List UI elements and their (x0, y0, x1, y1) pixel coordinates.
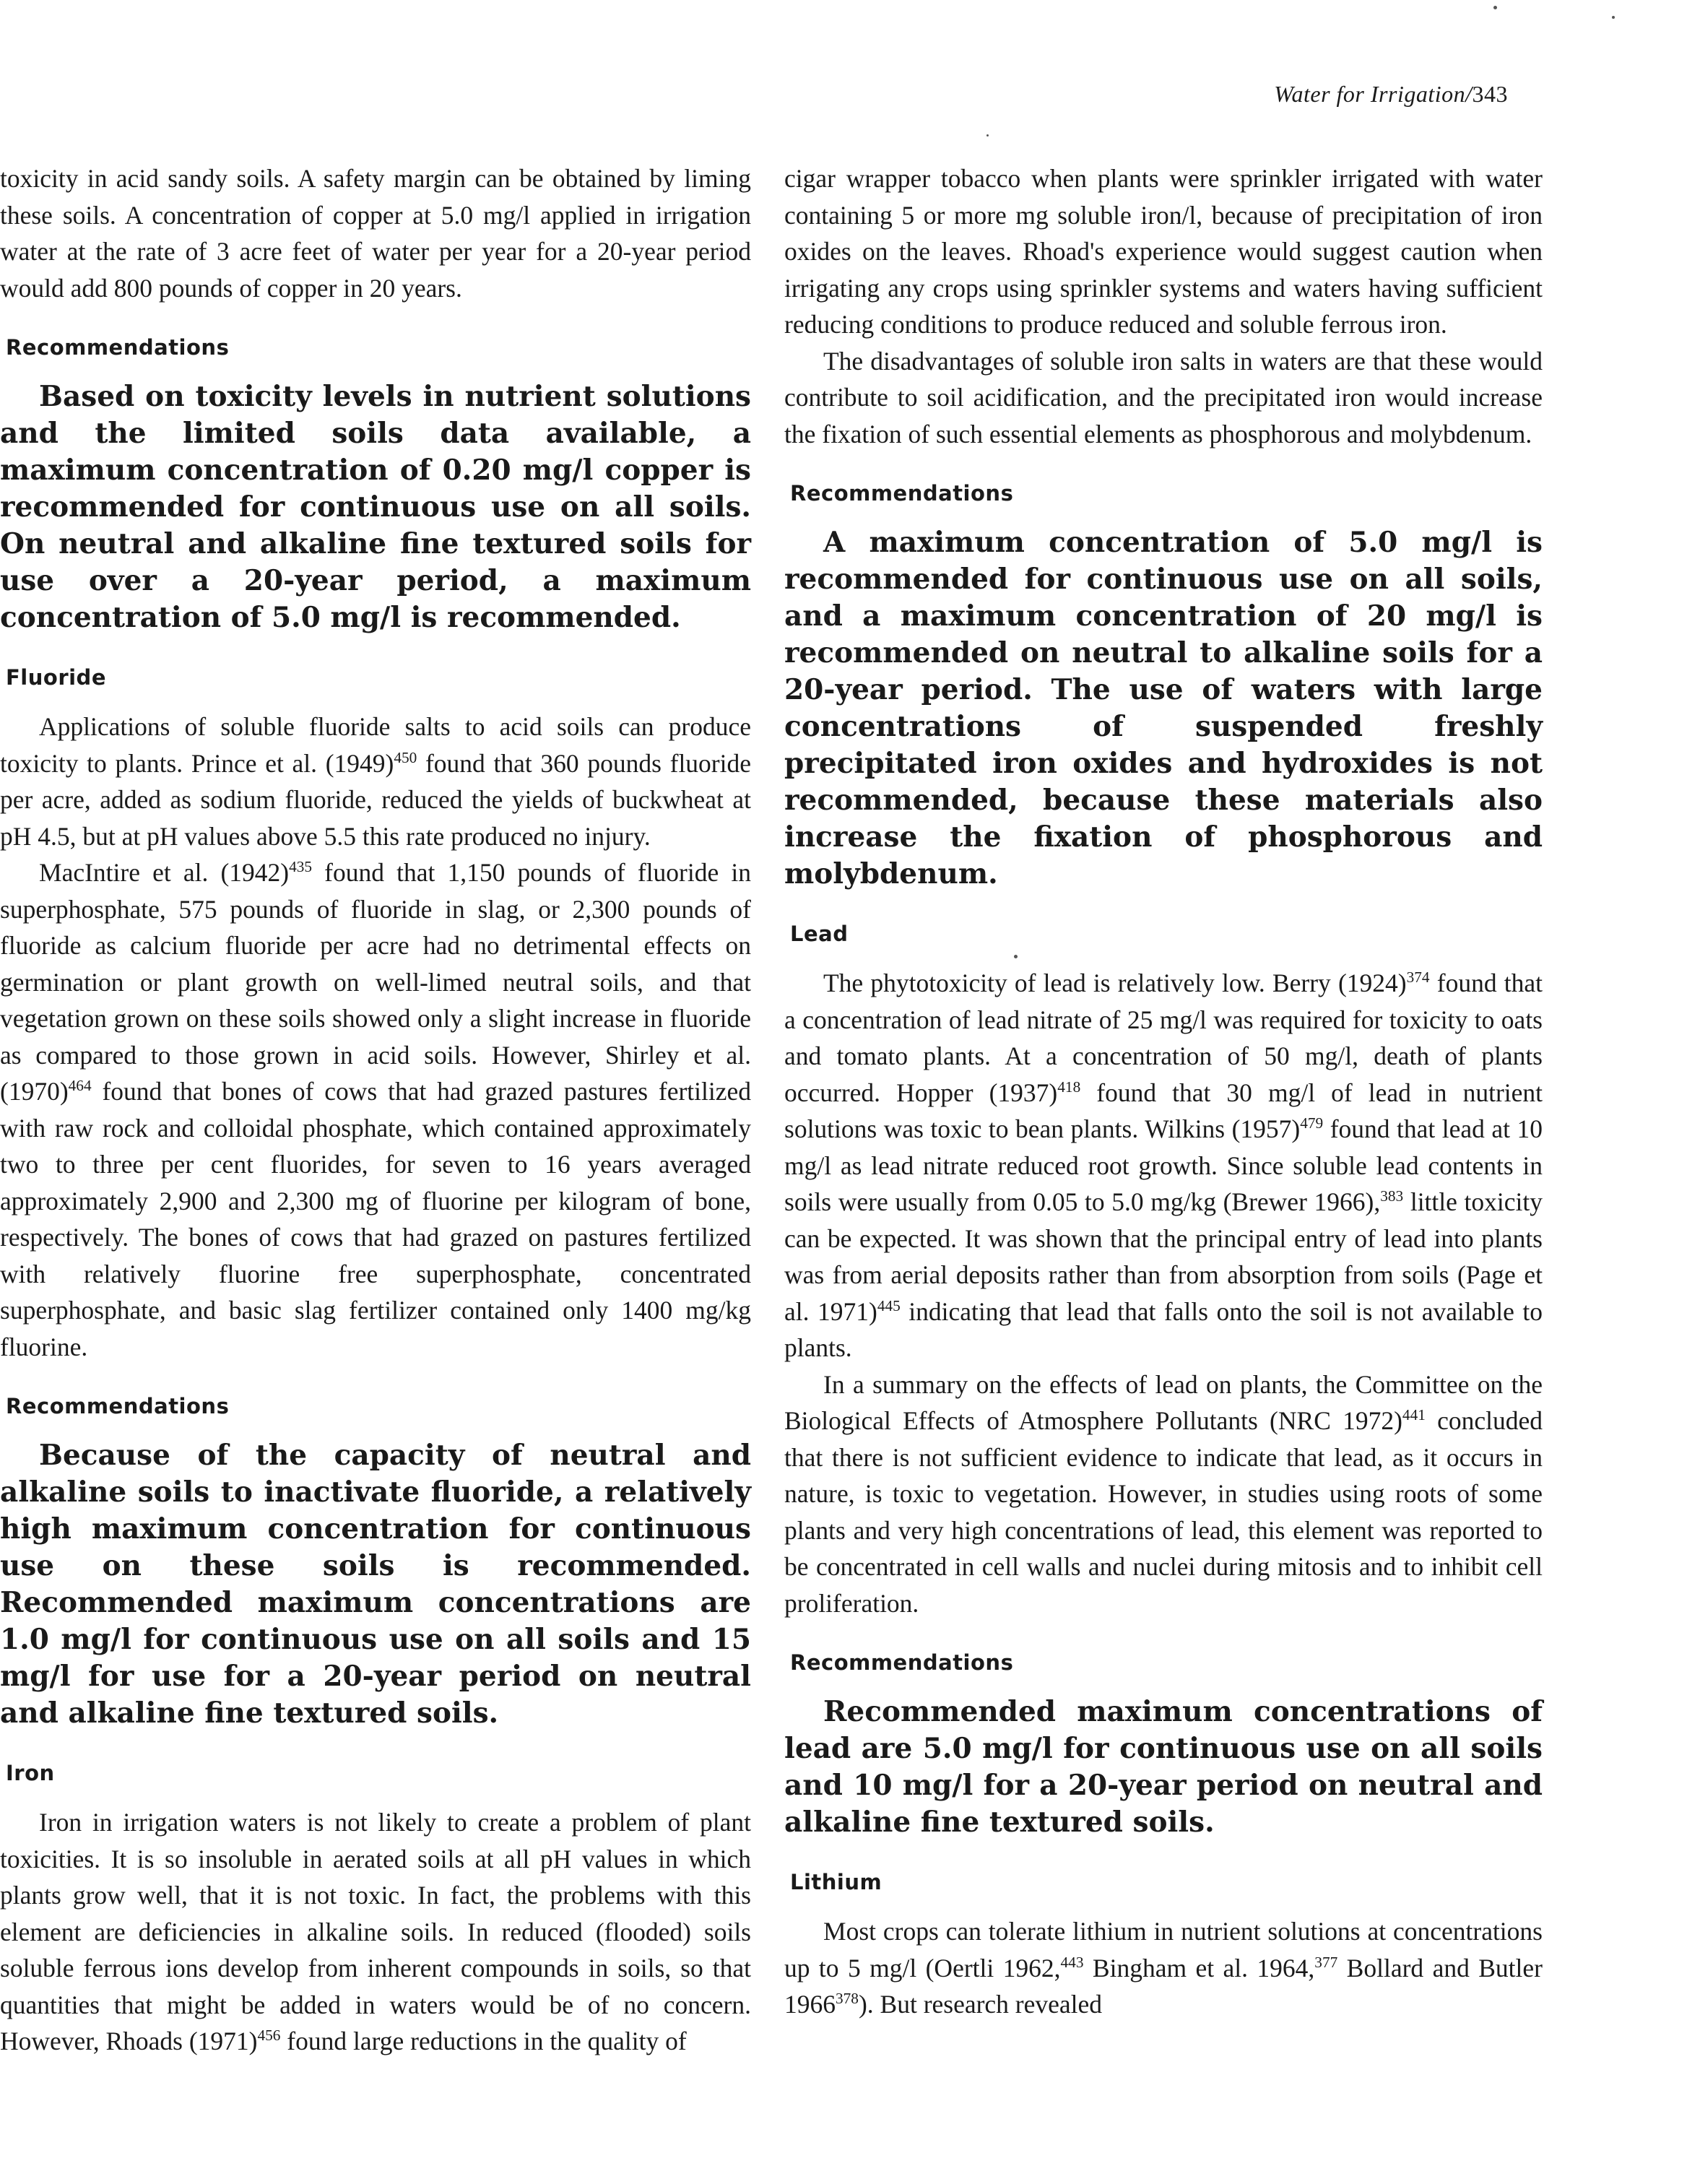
text-run: indicating that lead that falls onto the soil is not available to plants. (784, 1296, 1543, 1362)
citation-ref: 464 (68, 1077, 92, 1095)
citation-ref: 374 (1406, 968, 1430, 987)
citation-ref: 445 (877, 1296, 901, 1314)
citation-ref: 383 (1380, 1187, 1404, 1205)
iron-paragraph-1 (0, 1804, 751, 2060)
lead-heading: Lead (790, 922, 849, 946)
citation-ref: 377 (1314, 1953, 1338, 1971)
page-number: 343 (1472, 81, 1508, 107)
lithium-paragraph-1 (784, 1913, 1543, 2023)
text-run: Most crops can tolerate lithium in nutrient solutions at concentrations up to 5 mg/l (Oertli 1962, (784, 1917, 1543, 1982)
text-run: MacIntire et al. (1942) (39, 858, 290, 887)
text-run: In a summary on the effects of lead on plants, the Committee on the Biological Effects of Atmosphere Pollutants (NRC 1972) (784, 1369, 1543, 1435)
fluoride-recommendations-heading: Recommendations (6, 1394, 230, 1418)
iron-heading: Iron (6, 1761, 55, 1785)
scan-speck (1493, 6, 1497, 9)
text-run: found that 30 mg/l of lead in nutrient solutions was toxic to bean plants. Wilkins (1957) (784, 1078, 1543, 1143)
iron-recommendations-heading: Recommendations (790, 481, 1014, 506)
iron-continuation-paragraph: cigar wrapper tobacco when plants were sprinkler irrigated with water containing 5 or more mg soluble iron/l, because of precipitation of iron oxides on the leaves. Rhoad's experience would suggest caution when irrigating any crops using sprinkler systems and waters having sufficient reducing conditions to produce reduced and soluble ferrous iron. (784, 164, 1543, 339)
lead-paragraph-1 (784, 965, 1543, 1366)
text-run: The phytotoxicity of lead is relatively low. Berry (1924) (823, 968, 1407, 997)
citation-ref: 418 (1057, 1078, 1081, 1096)
text-run: found that 360 pounds fluoride per acre, added as sodium fluoride, reduced the yields of buckwheat at pH 4.5, but at pH values above 5.5 this rate produced no injury. (0, 748, 751, 851)
fluoride-paragraph-2 (0, 854, 751, 1365)
text-run: found that a concentration of lead nitrate of 25 mg/l was required for toxicity to oats and tomato plants. At a concentration of 50 mg/l, death of plants occurred. Hopper (1937) (784, 968, 1543, 1107)
running-title: Water for Irrigation/ (1274, 81, 1473, 107)
citation-ref: 456 (257, 2027, 281, 2045)
text-run: found that lead at 10 mg/l as lead nitrate reduced root growth. Since soluble lead contents in soils were usually from 0.05 to 5.0 mg/kg (Brewer 1966), (784, 1114, 1543, 1216)
scan-speck (1612, 16, 1615, 19)
copper-continuation-paragraph: toxicity in acid sandy soils. A safety margin can be obtained by liming these soils. A concentration of copper at 5.0 mg/l applied in irrigation water at the rate of 3 acre feet of water per year for a 20-year period would add 800 pounds of copper in 20 years. (0, 164, 751, 303)
lead-recommendation: Recommended maximum concentrations of lead are 5.0 mg/l for continuous use on all soils and 10 mg/l for a 20-year period on neutral and alkaline fine textured soils. (784, 1695, 1543, 1839)
text-run: ). But research revealed (858, 1990, 1103, 2019)
text-run: Iron in irrigation waters is not likely to create a problem of plant toxicities. It is so insoluble in aerated soils at all pH values in which plants grow well, that it is not toxic. In fact, the problems with this element are deficiencies in alkaline soils. In reduced (flooded) soils soluble ferrous ions develop from inherent compounds in soils, so that quantities that might be added in waters would be of no concern. However, Rhoads (1971) (0, 1808, 751, 2055)
scan-speck (1014, 955, 1018, 958)
text-run: Bingham et al. 1964, (1083, 1953, 1315, 1982)
running-head (1274, 81, 1508, 108)
text-run: found large reductions in the quality of (280, 2027, 687, 2055)
text-run: found that 1,150 pounds of fluoride in superphosphate, 575 pounds of fluoride in slag, or 2,300 pounds of fluoride as calcium fluoride per acre had no detrimental effects on germination or plant growth on well-limed neutral soils, and that vegetation grown on these soils showed only a slight increase in fluoride as compared to those grown in acid soils. However, Shirley et al. (1970) (0, 858, 751, 1106)
fluoride-paragraph-1 (0, 708, 751, 854)
citation-ref: 479 (1300, 1114, 1324, 1132)
text-run: Applications of soluble fluoride salts to acid soils can produce toxicity to plants. Prince et al. (1949) (0, 712, 751, 778)
copper-recommendations-heading: Recommendations (6, 335, 230, 360)
lithium-heading: Lithium (790, 1870, 882, 1894)
text-run: concluded that there is not sufficient evidence to indicate that lead, as it occurs in nature, is toxic to vegetation. However, in studies using roots of some plants and very high concentrations of lead, this element was reported to be concentrated in cell walls and nuclei during mitosis and to inhibit cell proliferation. (784, 1406, 1543, 1618)
text-run: Bollard and Butler 1966 (784, 1953, 1543, 2019)
text-run: found that bones of cows that had grazed pastures fertilized with raw rock and colloidal phosphate, which contained approximately two to three per cent fluorides, for seven to 16 years averaged approximately 2,900 and 2,300 mg of fluorine per kilogram of bone, respectively. The bones of cows that had grazed on pastures fertilized with relatively fluorine free superphosphate, concentrated superphosphate, and basic slag fertilizer contained only 1400 mg/kg fluorine. (0, 1077, 751, 1361)
citation-ref: 443 (1060, 1953, 1084, 1971)
lead-paragraph-2 (784, 1366, 1543, 1622)
iron-paragraph-2: The disadvantages of soluble iron salts in waters are that these would contribute to soil acidification, and the precipitated iron would increase the fixation of such essential elements as phosphorous and molybdenum. (784, 346, 1543, 448)
copper-recommendation: Based on toxicity levels in nutrient solutions and the limited soils data available, a maximum concentration of 0.20 mg/l copper is recommended for continuous use on all soils. On neutral and alkaline fine textured soils for use over a 20-year period, a maximum concentration of 5.0 mg/l is recommended. (0, 380, 751, 634)
citation-ref: 441 (1402, 1406, 1426, 1424)
right-column (784, 160, 1543, 2023)
citation-ref: 450 (394, 748, 417, 766)
text-run: little toxicity can be expected. It was shown that the principal entry of lead into plants was from aerial deposits rather than from absorption from soils (Page et al. 1971) (784, 1187, 1543, 1326)
fluoride-heading: Fluoride (6, 665, 106, 690)
iron-recommendation: A maximum concentration of 5.0 mg/l is recommended for continuous use on all soils, and a maximum concentration of 20 mg/l is recommended on neutral to alkaline soils for a 20-year period. The use of waters with large concentrations of suspended freshly precipitated iron oxides and hydroxides is not recommended, because these materials also increase the fixation of phosphorous and molybdenum. (784, 526, 1543, 890)
fluoride-recommendation: Because of the capacity of neutral and alkaline soils to inactivate fluoride, a relatively high maximum concentration for continuous use on these soils is recommended. Recommended maximum concentrations are 1.0 mg/l for continuous use on all soils and 15 mg/l for use for a 20-year period on neutral and alkaline fine textured soils. (0, 1439, 751, 1730)
lead-recommendations-heading: Recommendations (790, 1650, 1014, 1675)
scan-speck (986, 134, 989, 136)
citation-ref: 378 (836, 1990, 859, 2008)
left-column (0, 160, 751, 2060)
citation-ref: 435 (289, 858, 313, 876)
